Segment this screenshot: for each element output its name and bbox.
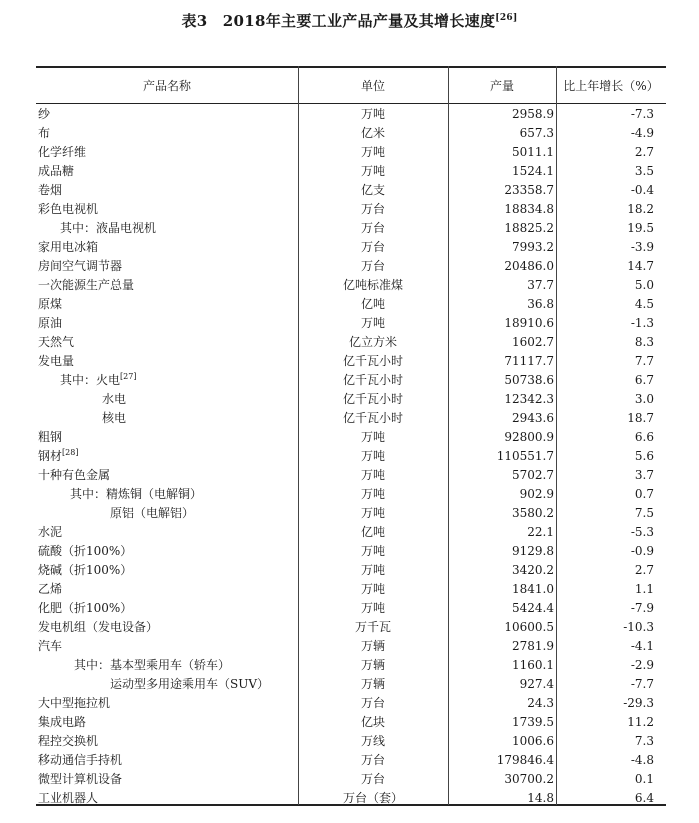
unit-cell: 万吨 bbox=[360, 487, 385, 501]
table-title-note: [26] bbox=[495, 13, 518, 23]
output-cell: 9129.8 bbox=[512, 544, 554, 558]
product-name-text: 布 bbox=[38, 126, 51, 140]
product-name-text: 汽车 bbox=[38, 639, 63, 653]
product-name-text: 发电量 bbox=[38, 354, 75, 368]
product-name-cell bbox=[38, 162, 74, 181]
table-row bbox=[36, 371, 666, 390]
table-row bbox=[36, 675, 666, 694]
product-name-cell bbox=[102, 409, 126, 428]
growth-cell: 14.7 bbox=[627, 259, 654, 273]
product-name-cell bbox=[38, 238, 98, 257]
output-cell: 5702.7 bbox=[512, 468, 554, 482]
growth-cell: -29.3 bbox=[623, 696, 654, 710]
table-row bbox=[36, 276, 666, 295]
growth-cell: 18.2 bbox=[627, 202, 654, 216]
table-row bbox=[36, 504, 666, 523]
output-cell: 1160.1 bbox=[512, 658, 554, 672]
output-cell: 7993.2 bbox=[512, 240, 554, 254]
output-cell: 902.9 bbox=[519, 487, 554, 501]
unit-cell: 亿千瓦小时 bbox=[342, 373, 403, 387]
unit-cell: 万吨 bbox=[360, 107, 385, 121]
product-name-text: 硫酸（折100%） bbox=[38, 544, 133, 558]
growth-cell: -1.3 bbox=[630, 316, 654, 330]
unit-cell: 亿吨标准煤 bbox=[342, 278, 403, 292]
product-name-text: 核电 bbox=[102, 411, 127, 425]
output-cell: 18910.6 bbox=[504, 316, 554, 330]
growth-cell: 4.5 bbox=[634, 297, 654, 311]
unit-cell: 万台 bbox=[360, 753, 385, 767]
output-cell: 657.3 bbox=[519, 126, 554, 140]
table-row bbox=[36, 257, 666, 276]
unit-cell: 万吨 bbox=[360, 145, 385, 159]
product-name-text: 运动型多用途乘用车（SUV） bbox=[110, 677, 270, 691]
product-name-cell bbox=[38, 466, 110, 485]
unit-cell: 万吨 bbox=[360, 582, 385, 596]
growth-cell: 11.2 bbox=[627, 715, 654, 729]
table-row bbox=[36, 561, 666, 580]
growth-cell: -5.3 bbox=[630, 525, 654, 539]
growth-cell: 6.6 bbox=[634, 430, 654, 444]
table-row bbox=[36, 770, 666, 789]
table-row bbox=[36, 523, 666, 542]
product-name-text: 家用电冰箱 bbox=[38, 240, 99, 254]
table-title bbox=[0, 10, 699, 31]
unit-cell: 万台 bbox=[360, 202, 385, 216]
unit-cell: 万吨 bbox=[360, 563, 385, 577]
output-cell: 5424.4 bbox=[512, 601, 554, 615]
table-row bbox=[36, 447, 666, 466]
output-cell: 2958.9 bbox=[512, 107, 554, 121]
table-row bbox=[36, 637, 666, 656]
unit-cell: 亿米 bbox=[360, 126, 385, 140]
growth-cell: 18.7 bbox=[627, 411, 654, 425]
output-cell: 1739.5 bbox=[512, 715, 554, 729]
unit-cell: 万辆 bbox=[360, 677, 385, 691]
table-row bbox=[36, 485, 666, 504]
output-cell: 18834.8 bbox=[504, 202, 554, 216]
header-growth: 比上年增长（%） bbox=[563, 79, 659, 93]
table-row bbox=[36, 352, 666, 371]
table-row bbox=[36, 238, 666, 257]
output-cell: 1841.0 bbox=[512, 582, 554, 596]
product-name-cell bbox=[38, 542, 132, 561]
product-name-cell bbox=[38, 694, 110, 713]
output-cell: 3580.2 bbox=[512, 506, 554, 520]
footnote-marker: [28] bbox=[62, 448, 79, 457]
table-row bbox=[36, 751, 666, 770]
product-name-cell bbox=[38, 276, 134, 295]
product-name-text: 其中：液晶电视机 bbox=[60, 221, 157, 235]
product-name-text: 一次能源生产总量 bbox=[38, 278, 135, 292]
output-cell: 5011.1 bbox=[512, 145, 554, 159]
growth-cell: 5.6 bbox=[634, 449, 654, 463]
growth-cell: 2.7 bbox=[634, 145, 654, 159]
product-name-cell bbox=[60, 371, 136, 390]
unit-cell: 万吨 bbox=[360, 316, 385, 330]
unit-cell: 亿吨 bbox=[360, 297, 385, 311]
growth-cell: -4.1 bbox=[630, 639, 654, 653]
unit-cell: 亿支 bbox=[360, 183, 385, 197]
output-cell: 1006.6 bbox=[512, 734, 554, 748]
growth-cell: 3.5 bbox=[634, 164, 654, 178]
product-name-cell bbox=[38, 200, 98, 219]
table-row bbox=[36, 409, 666, 428]
product-name-text: 移动通信手持机 bbox=[38, 753, 123, 767]
product-name-cell bbox=[38, 580, 62, 599]
output-cell: 36.8 bbox=[527, 297, 554, 311]
product-name-cell bbox=[38, 124, 50, 143]
footnote-marker: [27] bbox=[120, 372, 137, 381]
product-name-text: 烧碱（折100%） bbox=[38, 563, 133, 577]
growth-cell: -4.8 bbox=[630, 753, 654, 767]
product-name-text: 十种有色金属 bbox=[38, 468, 111, 482]
product-name-cell bbox=[102, 390, 126, 409]
unit-cell: 万台 bbox=[360, 772, 385, 786]
output-cell: 110551.7 bbox=[496, 449, 554, 463]
output-cell: 37.7 bbox=[527, 278, 554, 292]
product-name-text: 发电机组（发电设备） bbox=[38, 620, 159, 634]
table-row bbox=[36, 789, 666, 808]
product-name-text: 其中：基本型乘用车（轿车） bbox=[74, 658, 231, 672]
table-body bbox=[36, 105, 666, 808]
output-cell: 20486.0 bbox=[504, 259, 554, 273]
unit-cell: 亿千瓦小时 bbox=[342, 392, 403, 406]
header-output: 产量 bbox=[489, 79, 514, 93]
growth-cell: 2.7 bbox=[634, 563, 654, 577]
growth-cell: 6.7 bbox=[634, 373, 654, 387]
table-row bbox=[36, 314, 666, 333]
growth-cell: -7.7 bbox=[630, 677, 654, 691]
table-row bbox=[36, 580, 666, 599]
product-name-cell bbox=[38, 770, 122, 789]
output-cell: 179846.4 bbox=[496, 753, 554, 767]
product-name-cell bbox=[38, 333, 74, 352]
output-cell: 2943.6 bbox=[512, 411, 554, 425]
table-row bbox=[36, 732, 666, 751]
table-row bbox=[36, 162, 666, 181]
product-name-text: 原煤 bbox=[38, 297, 63, 311]
output-cell: 23358.7 bbox=[504, 183, 554, 197]
unit-cell: 万台 bbox=[360, 240, 385, 254]
output-cell: 1524.1 bbox=[512, 164, 554, 178]
output-cell: 71117.7 bbox=[504, 354, 554, 368]
product-name-cell bbox=[38, 295, 62, 314]
growth-cell: -7.3 bbox=[630, 107, 654, 121]
product-name-text: 彩色电视机 bbox=[38, 202, 99, 216]
product-name-cell bbox=[38, 523, 62, 542]
table-row bbox=[36, 618, 666, 637]
output-cell: 2781.9 bbox=[512, 639, 554, 653]
product-name-cell bbox=[38, 789, 98, 808]
product-name-cell bbox=[38, 637, 62, 656]
product-name-cell bbox=[38, 352, 74, 371]
product-name-text: 卷烟 bbox=[38, 183, 63, 197]
table-row bbox=[36, 428, 666, 447]
unit-cell: 万吨 bbox=[360, 506, 385, 520]
product-name-cell bbox=[38, 257, 122, 276]
unit-cell: 万台 bbox=[360, 259, 385, 273]
growth-cell: -7.9 bbox=[630, 601, 654, 615]
product-name-text: 化学纤维 bbox=[38, 145, 87, 159]
table-title-text: 表3 2018年主要工业产品产量及其增长速度 bbox=[181, 12, 496, 30]
product-name-cell bbox=[38, 447, 78, 466]
table-row bbox=[36, 105, 666, 124]
product-name-cell bbox=[38, 314, 62, 333]
unit-cell: 万台 bbox=[360, 696, 385, 710]
output-cell: 92800.9 bbox=[504, 430, 554, 444]
growth-cell: 3.7 bbox=[634, 468, 654, 482]
growth-cell: 5.0 bbox=[634, 278, 654, 292]
output-cell: 1602.7 bbox=[512, 335, 554, 349]
growth-cell: 0.1 bbox=[634, 772, 654, 786]
growth-cell: 19.5 bbox=[627, 221, 654, 235]
product-name-text: 纱 bbox=[38, 107, 51, 121]
product-name-text: 化肥（折100%） bbox=[38, 601, 133, 615]
product-name-text: 集成电路 bbox=[38, 715, 87, 729]
product-name-text: 大中型拖拉机 bbox=[38, 696, 111, 710]
output-cell: 18825.2 bbox=[504, 221, 554, 235]
product-name-text: 工业机器人 bbox=[38, 791, 99, 805]
unit-cell: 亿千瓦小时 bbox=[342, 411, 403, 425]
product-name-cell bbox=[38, 181, 62, 200]
product-name-text: 天然气 bbox=[38, 335, 75, 349]
table-row bbox=[36, 200, 666, 219]
product-name-text: 原油 bbox=[38, 316, 63, 330]
growth-cell: -3.9 bbox=[630, 240, 654, 254]
unit-cell: 万千瓦 bbox=[354, 620, 391, 634]
output-cell: 22.1 bbox=[527, 525, 554, 539]
output-cell: 50738.6 bbox=[504, 373, 554, 387]
unit-cell: 万台 bbox=[360, 221, 385, 235]
product-name-text: 水电 bbox=[102, 392, 127, 406]
table-row bbox=[36, 599, 666, 618]
unit-cell: 万吨 bbox=[360, 430, 385, 444]
product-name-cell bbox=[38, 143, 86, 162]
table-row bbox=[36, 219, 666, 238]
table-row bbox=[36, 390, 666, 409]
product-name-text: 粗钢 bbox=[38, 430, 63, 444]
growth-cell: 7.7 bbox=[634, 354, 654, 368]
header-unit: 单位 bbox=[360, 79, 385, 93]
product-name-cell bbox=[38, 732, 98, 751]
unit-cell: 万辆 bbox=[360, 639, 385, 653]
table-row bbox=[36, 656, 666, 675]
product-name-text: 程控交换机 bbox=[38, 734, 99, 748]
unit-cell: 万吨 bbox=[360, 468, 385, 482]
growth-cell: 1.1 bbox=[634, 582, 654, 596]
table-row bbox=[36, 542, 666, 561]
output-cell: 927.4 bbox=[519, 677, 554, 691]
growth-cell: -2.9 bbox=[630, 658, 654, 672]
growth-cell: 8.3 bbox=[634, 335, 654, 349]
unit-cell: 万吨 bbox=[360, 544, 385, 558]
growth-cell: 3.0 bbox=[634, 392, 654, 406]
product-name-text: 成品糖 bbox=[38, 164, 75, 178]
product-name-cell bbox=[60, 219, 156, 238]
table-row bbox=[36, 143, 666, 162]
unit-cell: 万吨 bbox=[360, 449, 385, 463]
product-name-text: 微型计算机设备 bbox=[38, 772, 123, 786]
unit-cell: 亿块 bbox=[360, 715, 385, 729]
product-name-text: 乙烯 bbox=[38, 582, 63, 596]
product-name-cell bbox=[110, 504, 194, 523]
unit-cell: 亿立方米 bbox=[348, 335, 397, 349]
table-row bbox=[36, 694, 666, 713]
growth-cell: -0.9 bbox=[630, 544, 654, 558]
unit-cell: 亿千瓦小时 bbox=[342, 354, 403, 368]
output-cell: 30700.2 bbox=[504, 772, 554, 786]
growth-cell: -10.3 bbox=[623, 620, 654, 634]
growth-cell: 7.3 bbox=[634, 734, 654, 748]
product-name-text: 其中：精炼铜（电解铜） bbox=[70, 487, 203, 501]
product-name-cell bbox=[38, 713, 86, 732]
output-cell: 24.3 bbox=[527, 696, 554, 710]
product-name-cell bbox=[38, 428, 62, 447]
unit-cell: 万台（套） bbox=[342, 791, 403, 805]
growth-cell: 7.5 bbox=[634, 506, 654, 520]
header-product-name: 产品名称 bbox=[142, 79, 191, 93]
growth-cell: -4.9 bbox=[630, 126, 654, 140]
table-row bbox=[36, 124, 666, 143]
product-name-text: 钢材 bbox=[38, 449, 63, 463]
output-cell: 14.8 bbox=[527, 791, 554, 805]
product-name-cell bbox=[38, 561, 132, 580]
product-name-cell bbox=[38, 105, 50, 124]
product-name-cell bbox=[74, 656, 230, 675]
growth-cell: 6.4 bbox=[634, 791, 654, 805]
product-name-text: 原铝（电解铝） bbox=[110, 506, 195, 520]
product-name-text: 房间空气调节器 bbox=[38, 259, 123, 273]
table-row bbox=[36, 713, 666, 732]
product-name-cell bbox=[38, 599, 132, 618]
table-row bbox=[36, 295, 666, 314]
table-row bbox=[36, 181, 666, 200]
unit-cell: 万吨 bbox=[360, 601, 385, 615]
table-row bbox=[36, 333, 666, 352]
product-name-cell bbox=[38, 751, 122, 770]
output-cell: 12342.3 bbox=[504, 392, 554, 406]
unit-cell: 万辆 bbox=[360, 658, 385, 672]
unit-cell: 亿吨 bbox=[360, 525, 385, 539]
growth-cell: 0.7 bbox=[634, 487, 654, 501]
unit-cell: 万线 bbox=[360, 734, 385, 748]
product-name-text: 其中：火电 bbox=[60, 373, 121, 387]
output-cell: 10600.5 bbox=[504, 620, 554, 634]
output-cell: 3420.2 bbox=[512, 563, 554, 577]
product-name-cell bbox=[110, 675, 269, 694]
table-row bbox=[36, 466, 666, 485]
product-name-cell bbox=[70, 485, 202, 504]
product-name-cell bbox=[38, 618, 158, 637]
unit-cell: 万吨 bbox=[360, 164, 385, 178]
growth-cell: -0.4 bbox=[630, 183, 654, 197]
product-name-text: 水泥 bbox=[38, 525, 63, 539]
